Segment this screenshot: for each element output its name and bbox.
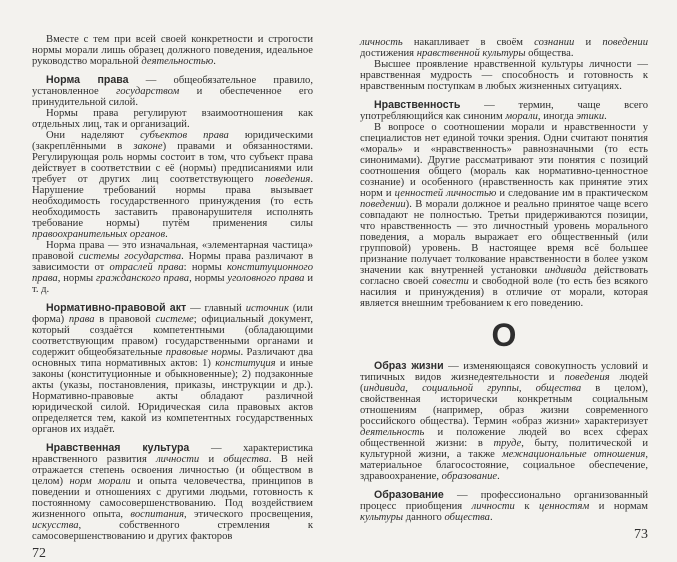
cross-reference-term: ценностям [538, 501, 590, 512]
text-run: действовать согласно своей [360, 265, 649, 287]
cross-reference-term: образование [441, 471, 498, 482]
text-run: : нормы [183, 262, 228, 273]
text-run: — термин, чаще всего употребляющийся как синоним [360, 100, 648, 122]
cross-reference-term: социальной группы [422, 383, 519, 394]
page-number-right: 73 [634, 527, 648, 542]
text-run: . Различают два основных типа нормативных актов: 1) [32, 347, 313, 369]
text-run: (или форма) [32, 303, 313, 325]
paragraph [360, 59, 648, 92]
text-run: . Нормы права различают в зависимости от [32, 251, 313, 273]
text-run: и положение людей во всех сферах общественной жизни: в [360, 427, 648, 449]
dictionary-entry [32, 75, 313, 108]
text-run: в целом), свойственная исторически конкретным социальным отношениям (например, образ жизни современного российского общества). Термин «образ жизни» характеризует [360, 383, 649, 427]
text-run: — профессионально организованный процесс приобщения [360, 490, 648, 512]
paragraph [32, 240, 313, 295]
text-run: в правовой [94, 314, 156, 325]
cross-reference-term: гражданского права [96, 273, 190, 284]
cross-reference-term: морали [505, 111, 538, 122]
text-run: ; официальный документ, который создаётся компетентными (обладающими соответствующим правом) государственными органами и содержит общеобязательные [32, 314, 313, 358]
cross-reference-term: права [68, 314, 95, 325]
cross-reference-term: индивида [363, 383, 406, 394]
dictionary-entry [360, 100, 648, 122]
text-run: , [518, 383, 536, 394]
text-run: юридическими (закреплёнными в [32, 130, 313, 152]
cross-reference-term: системе [155, 314, 194, 325]
right-page [360, 37, 649, 542]
page-number-left: 72 [32, 546, 46, 561]
text-run: , собственного стремления к самосовершенствованию и других факторов [32, 520, 313, 542]
cross-reference-term: поведении [602, 37, 648, 48]
text-run: , материальное благосостояние, социальное обеспечение, здравоохранение, [360, 449, 648, 482]
text-run: , нормы [57, 273, 97, 284]
cross-reference-term: законе [133, 141, 163, 152]
text-run: , нормы [189, 273, 228, 284]
cross-reference-term: воспитания [130, 509, 184, 520]
entry-term: Нравственность [374, 99, 461, 111]
text-run: накапливает в своём [402, 37, 535, 48]
cross-reference-term: деятельность [360, 427, 425, 438]
cross-reference-term: поведения [564, 372, 610, 383]
cross-reference-term: культуры [360, 512, 404, 523]
text-run: В вопросе о соотношении морали и нравственности у специалистов нет единой точки зрения. Одни считают понятия «мораль» и «нравственность» равнозначными (то есть синонимами). Другие рассматривают эти понятия с позиций соотношения общего (мораль как нормативно-ценностное сознание) и особенного (нравственность как принятие этих норм и [360, 122, 648, 199]
text-run: — изменяющаяся совокупность условий и типичных видов жизнедеятельности и [360, 361, 648, 383]
text-run: — характеристика нравственного развития [32, 443, 313, 465]
text-run: и обеспеченное его принудительной силой. [32, 86, 313, 108]
text-run: людей ( [360, 372, 648, 394]
text-run: , этического просвещения, [184, 509, 313, 520]
cross-reference-term: конституционного права [32, 262, 313, 284]
text-run: — главный [186, 303, 246, 314]
text-run: и нормам [589, 501, 648, 512]
cross-reference-term: нравственной культуры [416, 48, 526, 59]
text-run: Норма права — это изначальная, «элементарная частица» правовой [32, 240, 313, 262]
text-run: . В ней отражается степень освоения личностью (и обществом в целом) [32, 454, 314, 487]
cross-reference-term: общества [444, 512, 490, 523]
cross-reference-term: источник [245, 303, 289, 314]
text-run: общества. [525, 48, 574, 59]
paragraph [360, 37, 648, 59]
dictionary-entry [360, 361, 648, 482]
text-run: , [405, 383, 423, 394]
text-run: . [604, 111, 607, 122]
text-run: ) правами и обязанностями. Регулирующая роль нормы состоит в том, что субъект права действует в соответствии с её (нормы) предписаниями или требует от других лиц соответствующего [32, 141, 313, 185]
text-run: . Нарушение требований нормы права вызывает необходимость государственного принуждения (то есть необходимость заставить правонарушителя исполнять требование нормы) путём применения силы [32, 174, 313, 229]
text-run: Они наделяют [46, 130, 141, 141]
cross-reference-term: сознании [534, 37, 575, 48]
text-run: и свободной воле (то есть без всякого насилия и принуждения) в отличие от морали, которая является внешним требованием к его поведению. [360, 276, 648, 309]
text-run: к [514, 501, 539, 512]
paragraph [360, 122, 648, 309]
right-page-content [360, 37, 648, 523]
cross-reference-term: личности [156, 454, 200, 465]
entry-term: Образование [374, 489, 444, 501]
cross-reference-term: ценностей личностью [394, 188, 497, 199]
cross-reference-term: общества [223, 454, 269, 465]
dictionary-entry [32, 443, 313, 542]
cross-reference-term: системы государства [78, 251, 182, 262]
cross-reference-term: общества [535, 383, 582, 394]
cross-reference-term: отраслей права [109, 262, 184, 273]
paragraph [32, 130, 313, 240]
text-run: , быту, политической и культурной жизни, а также [360, 438, 648, 460]
text-run: и следование им в практическом [496, 188, 648, 199]
text-run: и иные законы (конституционные и обыкновенные); 2) подзаконные акты (указы, постановления, приказы, инструкции и др.). Нормативно-правовые акты обладают различной юридической силой. Юридическая сила правовых актов определяется тем, какой из компетентных государственных органов их издаёт. [32, 358, 314, 435]
cross-reference-term: искусства [32, 520, 79, 531]
cross-reference-term: совести [432, 276, 469, 287]
cross-reference-term: норм морали [69, 476, 131, 487]
dictionary-entry [32, 303, 313, 435]
text-run: и опыта человечества, принципов в поведении и отношениях с другими людьми, готовность к постоянному самосовершенствованию. Под воздействием жизненного опыта, [32, 476, 313, 520]
paragraph [32, 108, 313, 130]
cross-reference-term: труде [493, 438, 522, 449]
cross-reference-term: субъектов права [140, 130, 229, 141]
dictionary-entry [360, 490, 648, 523]
section-letter [360, 317, 648, 353]
text-run: и [574, 37, 603, 48]
cross-reference-term: индивида [544, 265, 587, 276]
text-run: Высшее проявление нравственной культуры личности — нравственная мудрость — способность и готовность к нравственным поступкам в любых жизненных ситуациях. [360, 59, 648, 92]
entry-term: Нравственная культура [46, 442, 190, 454]
left-page-content [32, 34, 313, 542]
cross-reference-term: конституция [215, 358, 276, 369]
text-run: Нормы права регулируют взаимоотношения как отдельных лиц, так и организаций. [32, 108, 313, 130]
text-run: . [213, 56, 216, 67]
cross-reference-term: уголовного права [227, 273, 305, 284]
cross-reference-term: поведении [360, 199, 406, 210]
entry-term: Норма права [46, 74, 129, 86]
text-run: . [489, 512, 493, 523]
entry-term: Нормативно-правовой акт [46, 302, 187, 314]
text-run: Вместе с тем при всей своей конкретности и строгости нормы морали лишь образец должного поведения, идеальное руководство моральной [32, 34, 313, 67]
entry-term: Образ жизни [374, 360, 444, 372]
text-run: и т. д. [32, 273, 314, 295]
text-run: . [165, 229, 168, 240]
cross-reference-term: правоохранительных органов [32, 229, 166, 240]
text-run: данного [403, 512, 445, 523]
cross-reference-term: поведения [265, 174, 311, 185]
text-run: ). В морали должное и реально принятое чаще всего совпадают не полностью. Третьи придерживаются позиции, что нравственность — это личностный уровень морального поведения, а мораль выражает его общественный (или групповой) уровень. В настоящее время всё большее признание получает толкование нравственности в более узком значении как внутренней установки [360, 199, 648, 276]
cross-reference-term: правовые нормы [165, 347, 241, 358]
text-run: и [199, 454, 224, 465]
text-run: . [497, 471, 500, 482]
cross-reference-term: этики [576, 111, 605, 122]
cross-reference-term: межнациональные отношения [501, 449, 646, 460]
text-run: , иногда [537, 111, 577, 122]
cross-reference-term: деятельностью [141, 56, 214, 67]
text-run: — общеобязательное правило, установленное [32, 75, 314, 97]
left-page [32, 34, 314, 561]
paragraph [32, 34, 313, 67]
cross-reference-term: государством [116, 86, 180, 97]
cross-reference-term: личности [471, 501, 515, 512]
text-run: О [491, 317, 517, 353]
text-run: достижения [360, 48, 417, 59]
cross-reference-term: личность [360, 37, 403, 48]
